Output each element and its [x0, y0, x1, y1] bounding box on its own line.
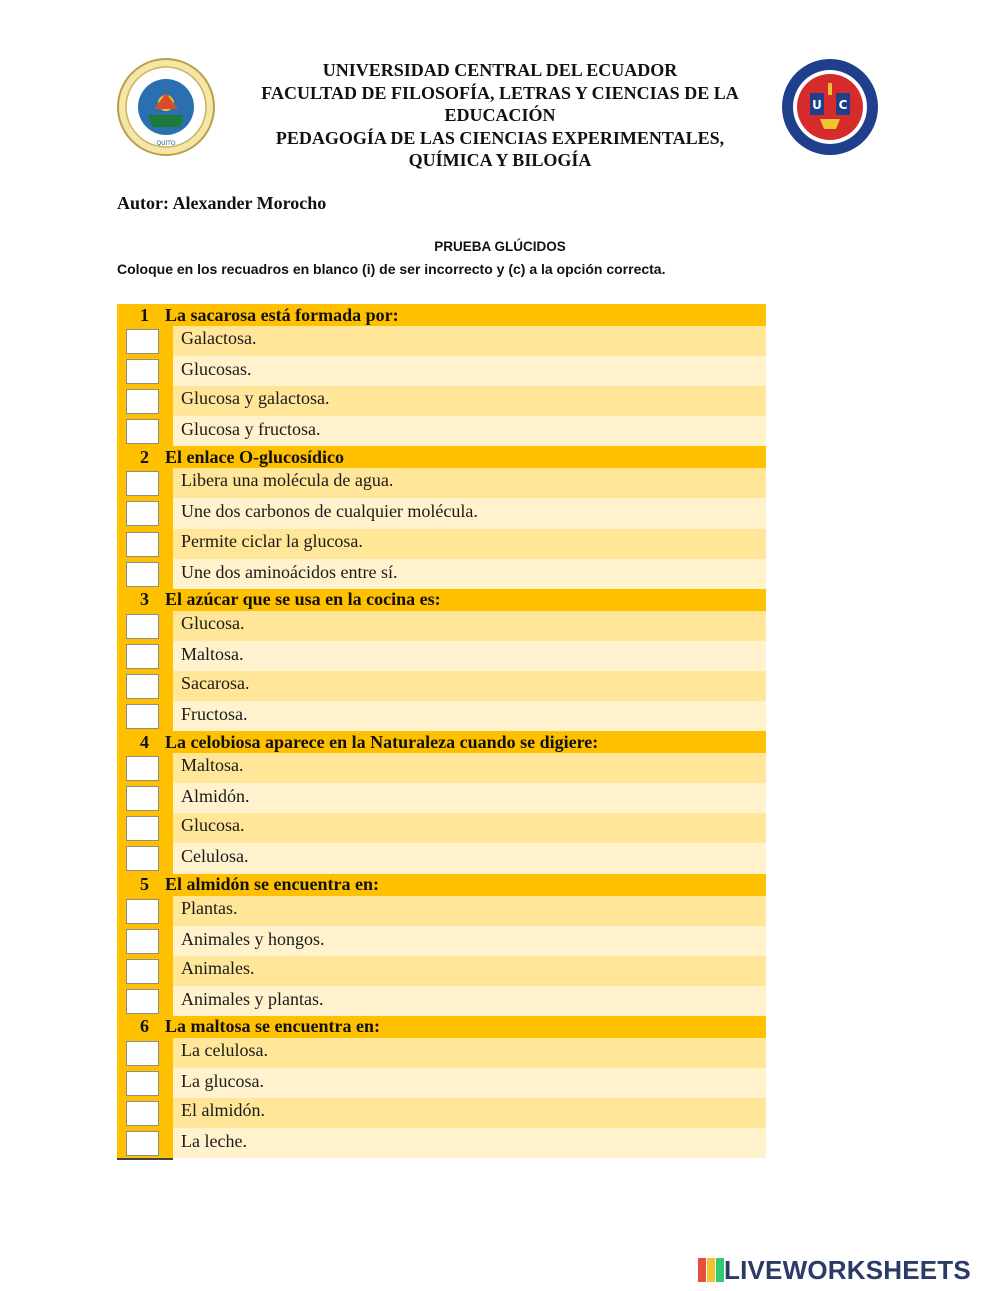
option-text: Une dos aminoácidos entre sí. — [181, 561, 398, 582]
answer-cell — [117, 956, 173, 986]
question-row — [117, 874, 766, 896]
answer-cell — [117, 498, 173, 528]
liveworksheets-logo-icon — [698, 1258, 722, 1282]
faculty-seal-icon — [780, 57, 880, 157]
answer-cell — [117, 559, 173, 589]
option-text: Glucosa y fructosa. — [181, 419, 321, 440]
option-text: Celulosa. — [181, 846, 249, 867]
option-row — [117, 468, 766, 498]
option-text: Glucosa y galactosa. — [181, 388, 330, 409]
answer-cell — [117, 783, 173, 813]
option-row — [117, 1128, 766, 1158]
instructions: Coloque en los recuadros en blanco (i) de ser incorrecto y (c) a la opción correcta. — [117, 261, 666, 277]
header-line: PEDAGOGÍA DE LAS CIENCIAS EXPERIMENTALES, — [275, 127, 725, 148]
option-row — [117, 1068, 766, 1098]
header-line: UNIVERSIDAD CENTRAL DEL ECUADOR — [322, 60, 678, 80]
answer-box[interactable] — [126, 816, 159, 841]
question-text: El almidón se encuentra en: — [165, 874, 379, 894]
option-row — [117, 783, 766, 813]
answer-cell — [117, 926, 173, 956]
answer-box[interactable] — [126, 786, 159, 811]
option-row — [117, 986, 766, 1016]
answer-cell — [117, 671, 173, 701]
answer-box[interactable] — [126, 704, 159, 729]
answer-box[interactable] — [126, 389, 159, 414]
answer-cell — [117, 986, 173, 1016]
answer-cell — [117, 753, 173, 783]
option-row — [117, 386, 766, 416]
answer-cell — [117, 1068, 173, 1098]
question-number: 4 — [140, 731, 149, 752]
option-text: Sacarosa. — [181, 672, 250, 693]
answer-cell — [117, 843, 173, 873]
answer-box[interactable] — [126, 614, 159, 639]
question-number: 1 — [140, 304, 149, 325]
option-row — [117, 326, 766, 356]
option-row — [117, 1098, 766, 1128]
option-row — [117, 1038, 766, 1068]
answer-cell — [117, 896, 173, 926]
header-line: EDUCACIÓN — [444, 105, 556, 125]
answer-box[interactable] — [126, 644, 159, 669]
question-number: 6 — [140, 1016, 149, 1037]
question-row — [117, 446, 766, 468]
answer-cell — [117, 1128, 173, 1158]
option-row — [117, 671, 766, 701]
answer-box[interactable] — [126, 899, 159, 924]
option-row — [117, 611, 766, 641]
answer-box[interactable] — [126, 674, 159, 699]
option-text: La leche. — [181, 1131, 247, 1152]
option-text: Animales. — [181, 957, 255, 978]
option-text: Almidón. — [181, 786, 250, 807]
answer-box[interactable] — [126, 359, 159, 384]
answer-cell — [117, 1038, 173, 1068]
answer-cell — [117, 468, 173, 498]
answer-cell — [117, 416, 173, 446]
answer-box[interactable] — [126, 532, 159, 557]
option-row — [117, 356, 766, 386]
header-line: QUÍMICA Y BILOGÍA — [408, 150, 592, 170]
answer-cell — [117, 529, 173, 559]
option-row — [117, 753, 766, 783]
option-text: Fructosa. — [181, 704, 248, 725]
answer-box[interactable] — [126, 959, 159, 984]
answer-box[interactable] — [126, 1131, 159, 1156]
option-text: El almidón. — [181, 1100, 265, 1121]
option-text: Maltosa. — [181, 643, 244, 664]
answer-cell — [117, 326, 173, 356]
answer-cell — [117, 701, 173, 731]
option-text: Maltosa. — [181, 755, 244, 776]
header-line: FACULTAD DE FILOSOFÍA, LETRAS Y CIENCIAS DE LA — [261, 82, 739, 103]
option-text: La glucosa. — [181, 1070, 264, 1091]
question-row — [117, 589, 766, 611]
option-row — [117, 813, 766, 843]
question-text: El enlace O-glucosídico — [165, 446, 344, 467]
answer-box[interactable] — [126, 329, 159, 354]
question-text: El azúcar que se usa en la cocina es: — [165, 589, 441, 610]
answer-box[interactable] — [126, 1071, 159, 1096]
question-number: 2 — [140, 446, 149, 467]
question-number: 3 — [140, 589, 149, 610]
option-text: La celulosa. — [181, 1039, 268, 1060]
answer-box[interactable] — [126, 1041, 159, 1066]
question-row — [117, 304, 766, 326]
option-row — [117, 896, 766, 926]
answer-box[interactable] — [126, 929, 159, 954]
option-text: Glucosa. — [181, 612, 245, 633]
option-text: Une dos carbonos de cualquier molécula. — [181, 501, 478, 522]
option-row — [117, 843, 766, 873]
question-text: La sacarosa está formada por: — [165, 304, 399, 325]
option-row — [117, 498, 766, 528]
option-text: Permite ciclar la glucosa. — [181, 530, 363, 551]
option-text: Animales y plantas. — [181, 988, 324, 1009]
question-text: La maltosa se encuentra en: — [165, 1016, 380, 1037]
option-row — [117, 956, 766, 986]
question-row — [117, 731, 766, 753]
answer-box[interactable] — [126, 1101, 159, 1126]
answer-cell — [117, 813, 173, 843]
answer-cell — [117, 611, 173, 641]
svg-text:C: C — [838, 98, 848, 112]
table-bottom-rule — [117, 1158, 173, 1160]
svg-text:QUITO: QUITO — [156, 140, 176, 147]
option-text: Libera una molécula de agua. — [181, 470, 394, 491]
answer-box[interactable] — [126, 419, 159, 444]
answer-box[interactable] — [126, 846, 159, 871]
answer-box[interactable] — [126, 989, 159, 1014]
option-row — [117, 416, 766, 446]
author-line: Autor: Alexander Morocho — [117, 193, 327, 213]
answer-cell — [117, 386, 173, 416]
svg-text:U: U — [812, 98, 822, 112]
question-number: 5 — [140, 874, 149, 894]
answer-box[interactable] — [126, 756, 159, 781]
option-text: Glucosas. — [181, 359, 252, 380]
quiz-table — [117, 304, 766, 1160]
institution-header — [225, 59, 775, 172]
option-row — [117, 701, 766, 731]
option-text: Glucosa. — [181, 815, 245, 836]
answer-cell — [117, 641, 173, 671]
liveworksheets-brand — [698, 1255, 971, 1285]
option-text: Animales y hongos. — [181, 928, 325, 949]
question-text: La celobiosa aparece en la Naturaleza cuando se digiere: — [165, 731, 599, 752]
brand-text: LIVEWORKSHEETS — [724, 1254, 971, 1285]
answer-box[interactable] — [126, 501, 159, 526]
option-row — [117, 559, 766, 589]
option-row — [117, 641, 766, 671]
question-row — [117, 1016, 766, 1038]
answer-box[interactable] — [126, 562, 159, 587]
option-row — [117, 529, 766, 559]
document-header — [0, 0, 1000, 180]
answer-cell — [117, 1098, 173, 1128]
answer-box[interactable] — [126, 471, 159, 496]
option-text: Plantas. — [181, 897, 238, 918]
university-seal-icon — [116, 57, 216, 157]
option-row — [117, 926, 766, 956]
test-title: PRUEBA GLÚCIDOS — [434, 239, 566, 254]
answer-cell — [117, 356, 173, 386]
option-text: Galactosa. — [181, 328, 257, 348]
